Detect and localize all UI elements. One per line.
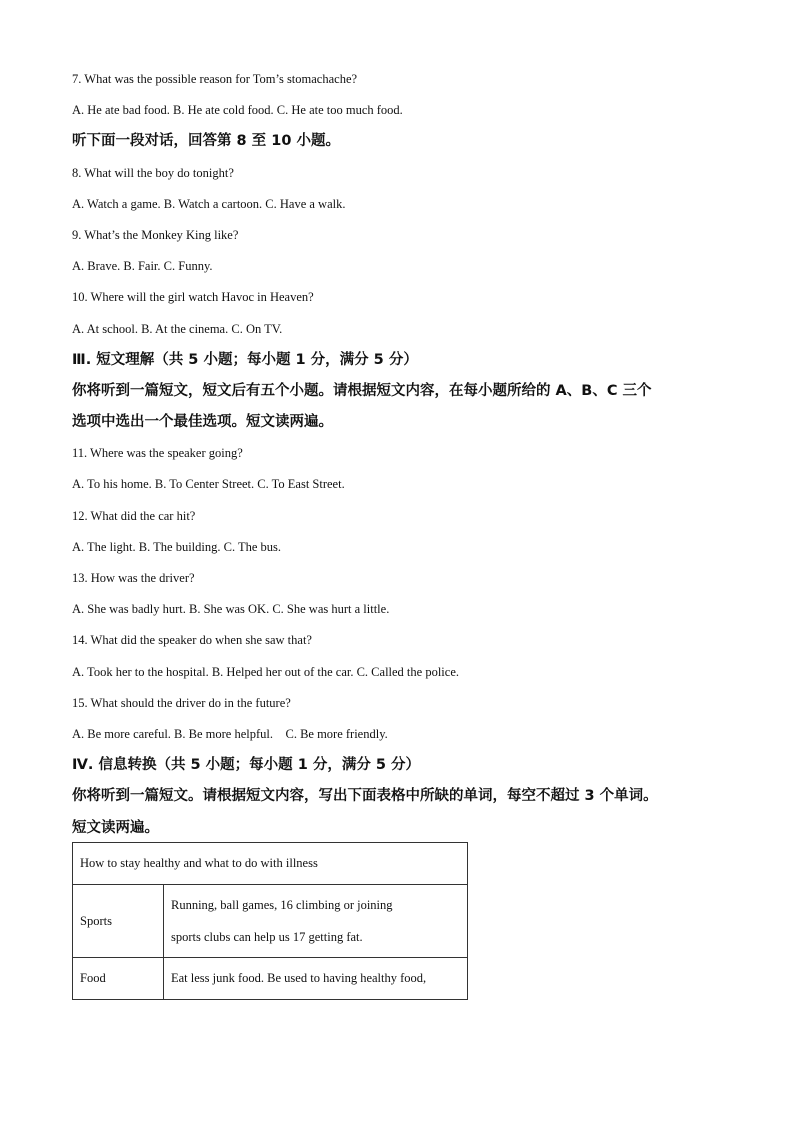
question-7: 7. What was the possible reason for Tom’s stomachache? [72,72,358,86]
section-4-instruction-1: 你将听到一篇短文。请根据短文内容，写出下面表格中所缺的单词，每空不超过 3 个单词。 [72,788,658,805]
section-3-instruction-2: 选项中选出一个最佳选项。短文读两遍。 [72,414,333,431]
question-11-options: A. To his home. B. To Center Street. C. To East Street. [72,477,345,492]
question-13: 13. How was the driver? [72,571,195,585]
blank-16[interactable]: 16 [280,898,293,912]
question-14-options: A. Took her to the hospital. B. Helped her out of the car. C. Called the police. [72,664,459,679]
question-10-options: A. At school. B. At the cinema. C. On TV. [72,321,283,336]
question-8-options: A. Watch a game. B. Watch a cartoon. C. Have a walk. [72,196,346,211]
sports-text-1b: climbing or joining [296,898,393,912]
dialogue-heading-8-10: 听下面一段对话，回答第 8 至 10 小题。 [72,133,340,150]
question-11: 11. Where was the speaker going? [72,446,243,461]
sports-text-2a: sports clubs can help us [171,930,290,944]
blank-17[interactable]: 17 [292,930,306,944]
section-3-instruction-1: 你将听到一篇短文，短文后有五个小题。请根据短文内容，在每小题所给的 A、B、C 三个 [72,382,652,399]
question-15: 15. What should the driver do in the future? [72,695,291,710]
food-content: Eat less junk food. Be used to having healthy food, [164,958,468,1000]
question-9: 9. What’s the Monkey King like? [72,227,239,242]
question-15-options: A. Be more careful. B. Be more helpful. C. Be more friendly. [72,726,388,741]
section-4-title: Ⅳ. 信息转换（共 5 小题；每小题 1 分，满分 5 分） [72,757,421,774]
sports-label: Sports [73,885,164,958]
table-header-cell: How to stay healthy and what to do with illness [73,843,468,885]
question-12: 12. What did the car hit? [72,508,196,523]
exam-page [72,64,722,844]
info-transfer-table [72,842,468,1000]
sports-content [164,885,468,958]
question-12-options: A. The light. B. The building. C. The bus. [72,539,282,554]
sports-text-1a: Running, ball games, [171,898,278,912]
question-7-options: A. He ate bad food. B. He ate cold food. C. He ate too much food. [72,103,403,118]
question-13-options: A. She was badly hurt. B. She was OK. C. She was hurt a little. [72,602,390,617]
section-4-instruction-2: 短文读两遍。 [72,819,159,836]
section-3-title: Ⅲ. 短文理解（共 5 小题；每小题 1 分，满分 5 分） [72,351,418,368]
food-label: Food [73,958,164,1000]
sports-text-2b: getting fat. [308,930,363,944]
question-9-options: A. Brave. B. Fair. C. Funny. [72,259,213,274]
question-14: 14. What did the speaker do when she saw that? [72,633,312,648]
question-10: 10. Where will the girl watch Havoc in Heaven? [72,290,314,305]
question-8: 8. What will the boy do tonight? [72,165,234,180]
